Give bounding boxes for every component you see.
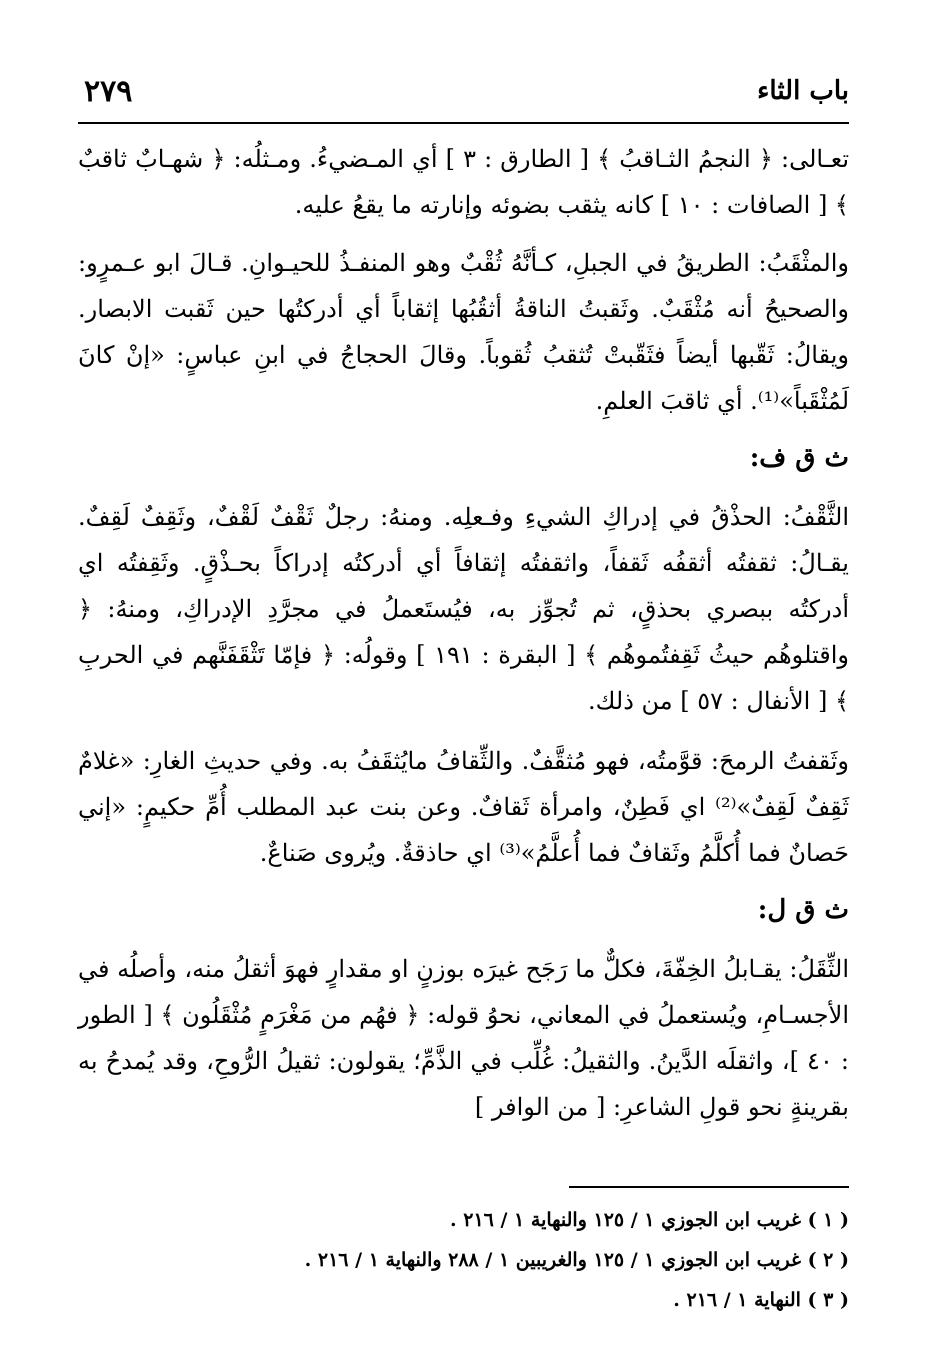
body-paragraph: الثِّقَلُ: يقـابلُ الخِفّةَ، فكلٌّ ما رَجَح غيرَه بوزنٍ او مقدارٍ فهوَ أثقلُ منه، وأصلُه في الأجسـامِ، ويُستعملُ في المعاني، نحوُ قوله: ﴿ فهُم من مَغْرَمٍ مُثْقَلُون ﴾ [ الطور : ٤٠ ]، واثقلَه الدَّينُ. والثقيلُ: غُلِّب في الذَّمِّ؛ يقولون: ثقيلُ الرُّوحِ، وقد يُمدحُ به بقرينةٍ نحو قولِ الشاعرِ: [ من الوافر ] bbox=[78, 955, 849, 1121]
body-paragraph: والمثْقَبُ: الطريقُ في الجبلِ، كـأنَّهُ ثُقْبٌ وهو المنفـذُ للحيـوانِ. قـالَ ابو عـمرٍو: والصحيحُ أنه مُثْقَبٌ. وثَقبتُ الناقةُ أثقُبُها إثقاباً أي أدركتُها حين ثَقبت الابصار. ويقالُ: ثَقّبها أيضاً فثَقّبتْ تُثقبُ ثُقوباً. وقالَ الحجاجُ في ابنِ عباسٍ: «إنْ كانَ لَمُثْقَباً»⁽¹⁾. أي ثاقبَ العلمِ. bbox=[78, 249, 849, 415]
page-header bbox=[78, 62, 849, 124]
page-body bbox=[78, 136, 849, 1130]
page-number: ٢٧٩ bbox=[84, 74, 133, 109]
section-heading: ث ق ل: bbox=[757, 895, 849, 925]
footnote: ( ٢ ) غريب ابن الجوزي ١ / ١٢٥ والغريبين ١ / ٢٨٨ والنهاية ١ / ٢١٦ . bbox=[304, 1249, 849, 1271]
chapter-title: باب الثاء bbox=[757, 76, 849, 106]
footnote-separator bbox=[569, 1186, 849, 1188]
body-paragraph: وثَقفتُ الرمحَ: قوَّمتُه، فهو مُثقَّفٌ. والثِّقافُ مايُثقَفُ به. وفي حديثِ الغارِ: «غلامٌ ثَقِفٌ لَقِفٌ»⁽²⁾ اي فَطِنٌ، وامرأة ثَقافٌ. وعن بنت عبد المطلب أُمِّ حكيمٍ: «إني حَصانٌ فما أُكلَّمُ وثَقافٌ فما أُعلَّمُ»⁽³⁾ اي حاذقةٌ. ويُروى صَناعٌ. bbox=[78, 747, 850, 867]
section-heading: ث ق ف: bbox=[749, 443, 849, 473]
body-paragraph: تعـالى: ﴿ النجمُ الثـاقبُ ﴾ [ الطارق : ٣ ] أي المـضيءُ. ومـثلُه: ﴿ شهـابٌ ثاقبٌ ﴾ [ الصافات : ١٠ ] كانه يثقب بضوئه وإنارته ما يقعُ عليه. bbox=[78, 145, 850, 219]
footnote: ( ١ ) غريب ابن الجوزي ١ / ١٢٥ والنهاية ١ / ٢١٦ . bbox=[450, 1209, 849, 1231]
body-paragraph: الثَّقْفُ: الحذْقُ في إدراكِ الشيءِ وفـعلِه. ومنهُ: رجلٌ ثَقْفٌ لَقْفٌ، وثَقِفٌ لَقِفٌ. يقـالُ: ثقفتُه أثقفُه ثَقفاً، واثقفتُه إثقافاً أي أدركتُه إدراكاً بحـذْقٍ. وثَقِفتُه اي أدركتُه ببصري بحذقٍ، ثم تُجوِّز به، فيُستَعملُ في مجرَّدِ الإدراكِ، ومنهُ: ﴿ واقتلوهُم حيثُ ثَقِفتُموهُم ﴾ [ البقرة : ١٩١ ] وقولُه: ﴿ فإمّا تَثْقَفَنَّهم في الحربِ ﴾ [ الأنفال : ٥٧ ] من ذلك. bbox=[78, 503, 849, 715]
footnotes bbox=[78, 1200, 849, 1320]
footnote: ( ٣ ) النهاية ١ / ٢١٦ . bbox=[673, 1289, 849, 1311]
